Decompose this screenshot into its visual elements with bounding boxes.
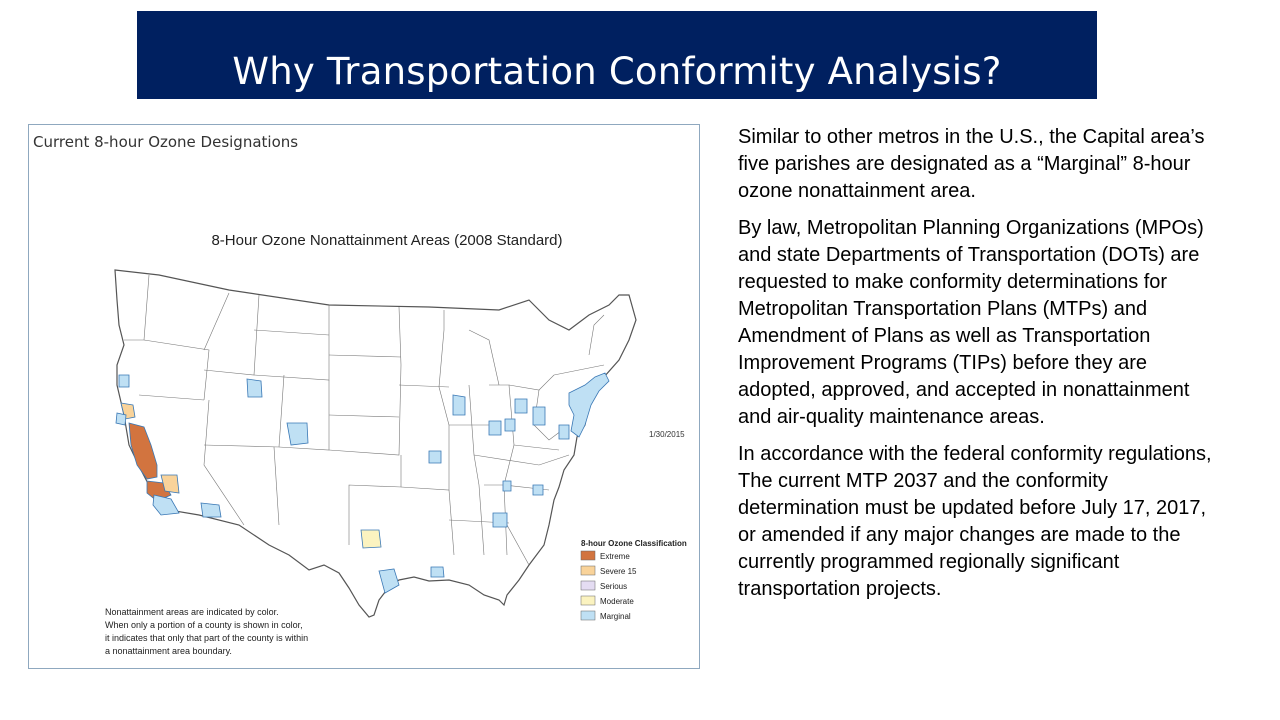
marginal-area bbox=[247, 379, 262, 397]
marginal-area bbox=[453, 395, 465, 415]
marginal-area bbox=[201, 503, 221, 517]
map-title: 8-Hour Ozone Nonattainment Areas (2008 Standard) bbox=[211, 232, 563, 249]
us-outline bbox=[115, 270, 636, 617]
legend-label-severe: Severe 15 bbox=[600, 567, 637, 576]
legend-swatch-marginal bbox=[581, 611, 595, 620]
ozone-map bbox=[29, 125, 701, 670]
footnote-line: Nonattainment areas are indicated by color. bbox=[105, 607, 279, 617]
marginal-area bbox=[515, 399, 527, 413]
map-legend bbox=[581, 539, 687, 621]
marginal-area bbox=[429, 451, 441, 463]
ozone-map-panel bbox=[28, 124, 700, 669]
marginal-area bbox=[559, 425, 569, 439]
legend-label-extreme: Extreme bbox=[600, 552, 630, 561]
legend-label-moderate: Moderate bbox=[600, 597, 634, 606]
marginal-area bbox=[116, 413, 126, 425]
marginal-area bbox=[493, 513, 507, 527]
marginal-area bbox=[287, 423, 308, 445]
marginal-area bbox=[533, 485, 543, 495]
footnote-line: a nonattainment area boundary. bbox=[105, 646, 232, 656]
legend-swatch-extreme bbox=[581, 551, 595, 560]
body-text bbox=[738, 124, 1218, 613]
legend-title: 8-hour Ozone Classification bbox=[581, 539, 687, 548]
legend-swatch-moderate bbox=[581, 596, 595, 605]
paragraph-mtp-deadline: In accordance with the federal conformity regulations, The current MTP 2037 and the conformity determination must be updated before July 17, 2017, or amended if any major changes are made to the currently programmed regionally significant transportation projects. bbox=[738, 443, 1212, 600]
marginal-area bbox=[503, 481, 511, 491]
legend-label-serious: Serious bbox=[600, 582, 628, 591]
slide-title: Why Transportation Conformity Analysis? bbox=[232, 50, 1002, 93]
paragraph-law-requirement: By law, Metropolitan Planning Organizations (MPOs) and state Departments of Transportation (DOTs) are requested to make conformity determinations for Metropolitan Transportation Plans (MTPs) and Amendment of Plans as well as Transportation Improvement Programs (TIPs) before they are adopted, approved, and accepted in nonattainment and air-quality maintenance areas. bbox=[738, 217, 1204, 428]
marginal-area-baton-rouge bbox=[431, 567, 444, 577]
slide-title-bar bbox=[137, 11, 1097, 99]
map-panel-title: Current 8-hour Ozone Designations bbox=[33, 133, 299, 151]
marginal-area bbox=[533, 407, 545, 425]
legend-swatch-severe bbox=[581, 566, 595, 575]
map-date-label: 1/30/2015 bbox=[649, 430, 685, 439]
moderate-area-dallas bbox=[361, 530, 381, 548]
footnote-line: When only a portion of a county is shown in color, bbox=[105, 620, 303, 630]
legend-swatch-serious bbox=[581, 581, 595, 590]
paragraph-ozone-designation: Similar to other metros in the U.S., the Capital area’s five parishes are designated as a “Marginal” 8-hour ozone nonattainment area. bbox=[738, 126, 1205, 202]
marginal-area bbox=[505, 419, 515, 431]
footnote-line: it indicates that only that part of the county is within bbox=[105, 633, 309, 643]
legend-label-marginal: Marginal bbox=[600, 612, 631, 621]
map-footnote bbox=[105, 607, 308, 656]
marginal-area bbox=[119, 375, 129, 387]
marginal-area bbox=[489, 421, 501, 435]
